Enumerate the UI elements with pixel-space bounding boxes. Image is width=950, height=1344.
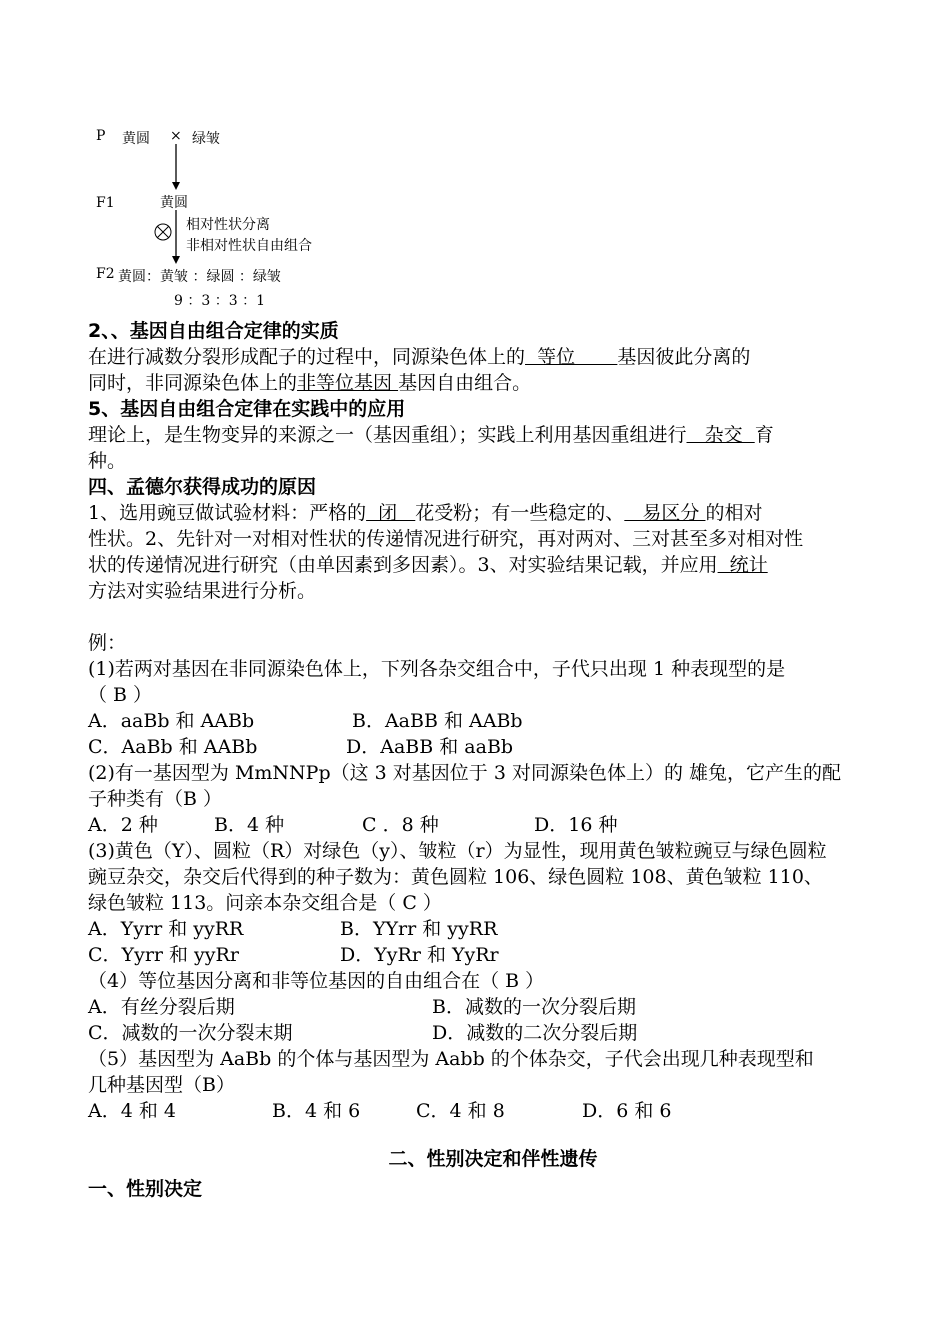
question-4: （4）等位基因分离和非等位基因的自由组合在（ B ） bbox=[88, 970, 545, 992]
option-c: C．4 和 8 bbox=[416, 1100, 505, 1122]
option-d: D．减数的二次分裂后期 bbox=[432, 1022, 638, 1044]
option-c: C．Yyrr 和 yyRr bbox=[88, 944, 239, 966]
option-d: D．6 和 6 bbox=[582, 1100, 672, 1122]
option-a: A．aaBb 和 AABb bbox=[88, 710, 255, 732]
document-body bbox=[88, 318, 898, 1202]
question-2: 子种类有（B ） bbox=[88, 788, 223, 810]
answer-blank: 等位 bbox=[525, 346, 618, 368]
text: 基因自由组合。 bbox=[398, 372, 532, 394]
question-3: (3)黄色（Y）、圆粒（R）对绿色（y）、皱粒（r）为显性，现用黄色皱粒豌豆与绿色圆粒 bbox=[88, 840, 827, 862]
answer-blank: 闭 bbox=[366, 502, 416, 524]
text: 同时，非同源染色体上的 bbox=[88, 372, 298, 394]
option-c: C．AaBb 和 AABb bbox=[88, 736, 258, 758]
cross-symbol: × bbox=[170, 128, 182, 144]
f1-generation-label: F1 bbox=[96, 195, 115, 211]
option-a: A．有丝分裂后期 bbox=[88, 996, 235, 1018]
text: 的相对 bbox=[705, 502, 763, 524]
dihybrid-cross-diagram bbox=[88, 118, 378, 314]
paragraph-line: 性状。2、先针对一对相对性状的传递情况进行研究，再对两对、三对甚至多对相对性 bbox=[88, 528, 804, 550]
note-trait-segregation: 相对性状分离 bbox=[186, 217, 270, 233]
question-3-options bbox=[88, 916, 898, 942]
question-4-options bbox=[88, 994, 898, 1020]
option-b: B．4 和 6 bbox=[272, 1100, 361, 1122]
p-parent-yellow-round: 黄圆 bbox=[122, 131, 150, 147]
p-generation-label: P bbox=[96, 128, 106, 144]
option-a: A．Yyrr 和 yyRR bbox=[88, 918, 244, 940]
spacer bbox=[88, 604, 898, 630]
option-b: B．AaBB 和 AABb bbox=[352, 710, 523, 732]
f2-ratio: 9 ：3 ：3 ：1 bbox=[174, 293, 265, 309]
section-heading: 四、孟德尔获得成功的原因 bbox=[88, 476, 317, 498]
p-parent-green-wrinkled: 绿皱 bbox=[192, 131, 220, 147]
paragraph-line bbox=[88, 500, 898, 526]
paragraph-line bbox=[88, 422, 898, 448]
question-1-answer: （ B ） bbox=[88, 684, 153, 706]
text: 1、选用豌豆做试验材料：严格的 bbox=[88, 502, 367, 524]
paragraph-line: 种。 bbox=[88, 450, 127, 472]
option-a: A．2 种 bbox=[88, 814, 158, 836]
answer-blank: 非等位基因 bbox=[297, 372, 399, 394]
example-label: 例： bbox=[88, 632, 127, 654]
paragraph-line: 方法对实验结果进行分析。 bbox=[88, 580, 317, 602]
question-4-options bbox=[88, 1020, 898, 1046]
question-1: (1)若两对基因在非同源染色体上，下列各杂交组合中，子代只出现 1 种表现型的是 bbox=[88, 658, 786, 680]
text: 基因彼此分离的 bbox=[617, 346, 751, 368]
chapter-title: 二、性别决定和伴性遗传 bbox=[388, 1148, 598, 1170]
paragraph-line bbox=[88, 552, 898, 578]
text: 状的传递情况进行研究（由单因素到多因素）。3、对实验结果记载，并应用 bbox=[88, 554, 718, 576]
option-b: B．YYrr 和 yyRR bbox=[340, 918, 498, 940]
question-3: 豌豆杂交，杂交后代得到的种子数为：黄色圆粒 106、绿色圆粒 108、黄色皱粒 110、 bbox=[88, 866, 823, 888]
answer-blank: 杂交 bbox=[686, 424, 755, 446]
question-1-options bbox=[88, 734, 898, 760]
question-5: （5）基因型为 AaBb 的个体与基因型为 Aabb 的个体杂交，子代会出现几种表现型和 bbox=[88, 1048, 814, 1070]
paragraph-line bbox=[88, 370, 898, 396]
option-c: C ．8 种 bbox=[362, 814, 439, 836]
section-heading: 5、基因自由组合定律在实践中的应用 bbox=[88, 398, 406, 420]
question-5-options bbox=[88, 1098, 898, 1124]
option-d: D．16 种 bbox=[534, 814, 618, 836]
spacer bbox=[88, 1124, 898, 1146]
answer-blank: 统计 bbox=[717, 554, 768, 576]
text: 育 bbox=[754, 424, 774, 446]
question-1-options bbox=[88, 708, 898, 734]
section-heading: 一、性别决定 bbox=[88, 1178, 203, 1200]
question-2: (2)有一基因型为 MmNNPp（这 3 对基因位于 3 对同源染色体上）的 雄兔，它产生的配 bbox=[88, 762, 841, 784]
note-independent-assortment: 非相对性状自由组合 bbox=[186, 238, 312, 254]
option-d: D．AaBB 和 aaBb bbox=[346, 736, 514, 758]
answer-blank: 易区分 bbox=[624, 502, 706, 524]
question-3: 绿色皱粒 113。问亲本杂交组合是（ C ） bbox=[88, 892, 442, 914]
f2-generation-label: F2 bbox=[96, 266, 115, 282]
section-heading: 2、、基因自由组合定律的实质 bbox=[88, 320, 339, 342]
f1-phenotype: 黄圆 bbox=[160, 195, 188, 211]
option-c: C．减数的一次分裂末期 bbox=[88, 1022, 293, 1044]
question-3-options bbox=[88, 942, 898, 968]
question-2-options bbox=[88, 812, 898, 838]
option-a: A．4 和 4 bbox=[88, 1100, 176, 1122]
option-b: B．减数的一次分裂后期 bbox=[432, 996, 636, 1018]
f2-phenotypes: 黄圆：黄皱 ：绿圆 ：绿皱 bbox=[118, 269, 281, 285]
text: 花受粉；有一些稳定的、 bbox=[415, 502, 625, 524]
paragraph-line bbox=[88, 344, 898, 370]
option-b: B．4 种 bbox=[214, 814, 285, 836]
option-d: D．YyRr 和 YyRr bbox=[340, 944, 499, 966]
question-5: 几种基因型（B） bbox=[88, 1074, 235, 1096]
text: 理论上，是生物变异的来源之一（基因重组）；实践上利用基因重组进行 bbox=[88, 424, 687, 446]
text: 在进行减数分裂形成配子的过程中，同源染色体上的 bbox=[88, 346, 526, 368]
